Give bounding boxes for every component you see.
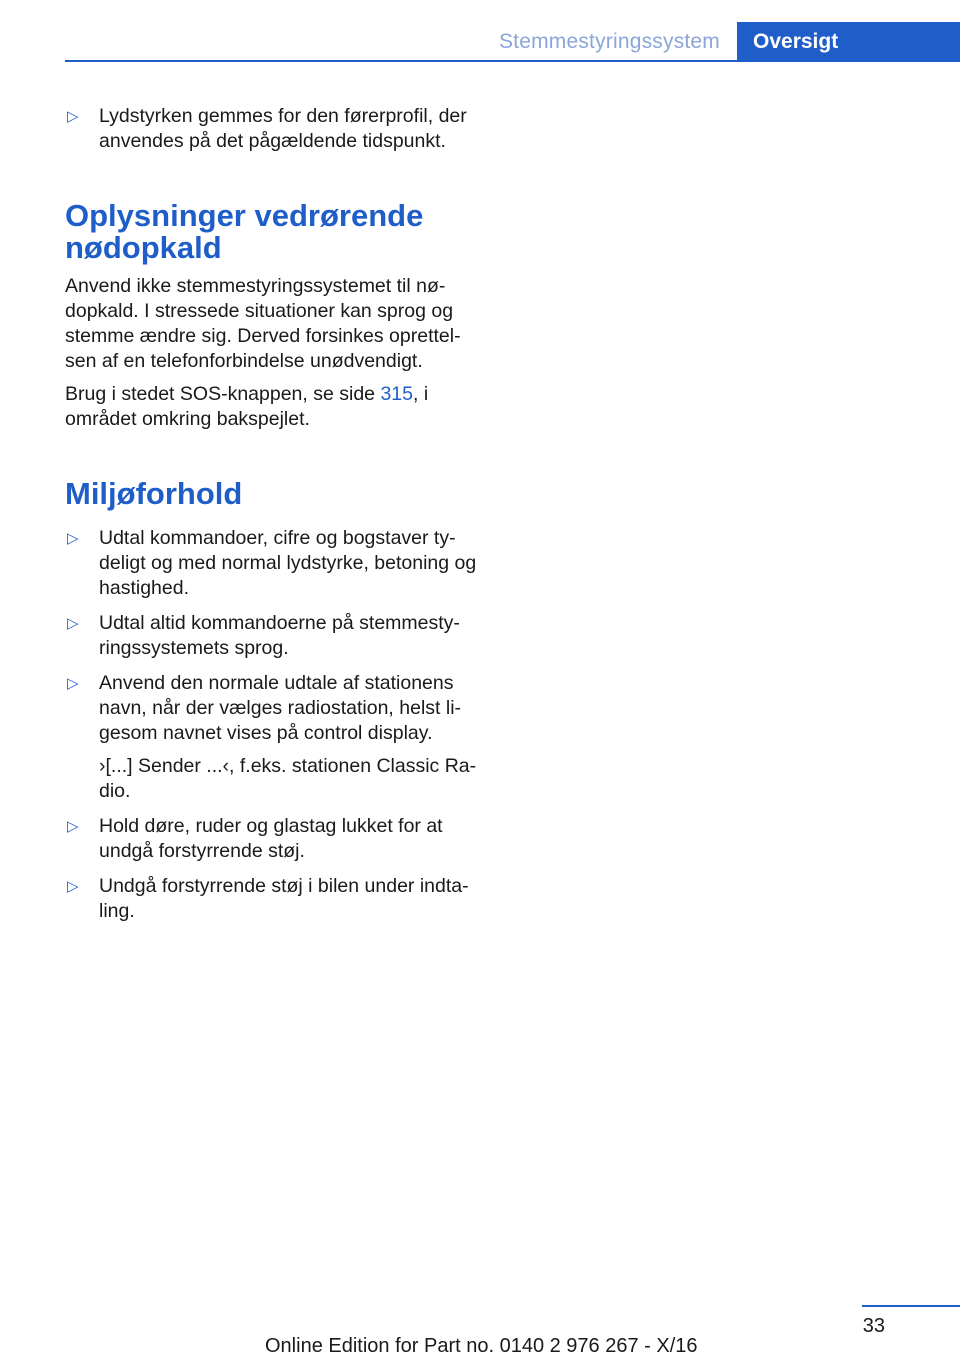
- bullet-triangle-icon: ▷: [67, 615, 79, 632]
- bullet-text: Hold døre, ruder og glastag lukket for at undgå forstyrrende støj.: [99, 815, 443, 862]
- section-heading-environment: Miljøforhold: [65, 476, 243, 511]
- bullet-text: Udtal kommandoer, cifre og bogstaver tydeligt og med normal lydstyrke, betoning og hastighed.: [99, 527, 477, 599]
- list-item: [65, 671, 485, 804]
- bullet-example: ›[...] Sender ...‹, f.eks. stationen Classic Radio.: [99, 755, 477, 802]
- paragraph-sos: [65, 382, 485, 432]
- bullet-triangle-icon: ▷: [67, 818, 79, 835]
- list-item: [65, 814, 485, 864]
- bullet-text: Anvend den normale udtale af stationens navn, når der vælges radiostation, helst ligesom navnet vises på control display.: [99, 672, 462, 744]
- footer-edition: Online Edition for Part no. 0140 2 976 267 - X/16: [265, 1335, 698, 1357]
- list-item: [65, 874, 485, 924]
- paragraph: Anvend ikke stemmestyringssystemet til nødopkald. I stressede situationer kan sprog og stemme ændre sig. Derved forsinkes oprettelsen af en telefonforbindelse unødvendigt.: [65, 275, 461, 372]
- bullet-text: Udtal altid kommandoerne på stemmestyringssystemets sprog.: [99, 612, 460, 659]
- header-divider: [65, 60, 960, 62]
- bullet-triangle-icon: ▷: [67, 675, 79, 692]
- heading-line: Oplysninger vedrørende: [65, 198, 424, 233]
- footer-divider: [862, 1305, 960, 1307]
- heading-line: nødopkald: [65, 230, 222, 265]
- list-item: [65, 611, 485, 661]
- list-item: [65, 104, 485, 154]
- bullet-triangle-icon: ▷: [67, 108, 79, 125]
- section-heading-emergency: [65, 200, 485, 264]
- bullet-triangle-icon: ▷: [67, 530, 79, 547]
- page-link-315[interactable]: 315: [380, 383, 413, 405]
- paragraph-text: , i området omkring bakspejlet.: [65, 383, 429, 430]
- bullet-triangle-icon: ▷: [67, 878, 79, 895]
- bullet-text: Lydstyrken gemmes for den førerprofil, der anvendes på det pågældende tidspunkt.: [99, 105, 467, 152]
- header-section-label: Stemmestyringssystem: [498, 30, 720, 53]
- list-item: [65, 526, 485, 601]
- page-content: [65, 104, 485, 934]
- paragraph-text: Brug i stedet SOS-knappen, se side: [65, 383, 381, 405]
- bullet-text: Undgå forstyrrende støj i bilen under indtaling.: [99, 875, 469, 922]
- header-tab-oversigt[interactable]: Oversigt: [737, 22, 960, 62]
- page-number: 33: [862, 1315, 885, 1337]
